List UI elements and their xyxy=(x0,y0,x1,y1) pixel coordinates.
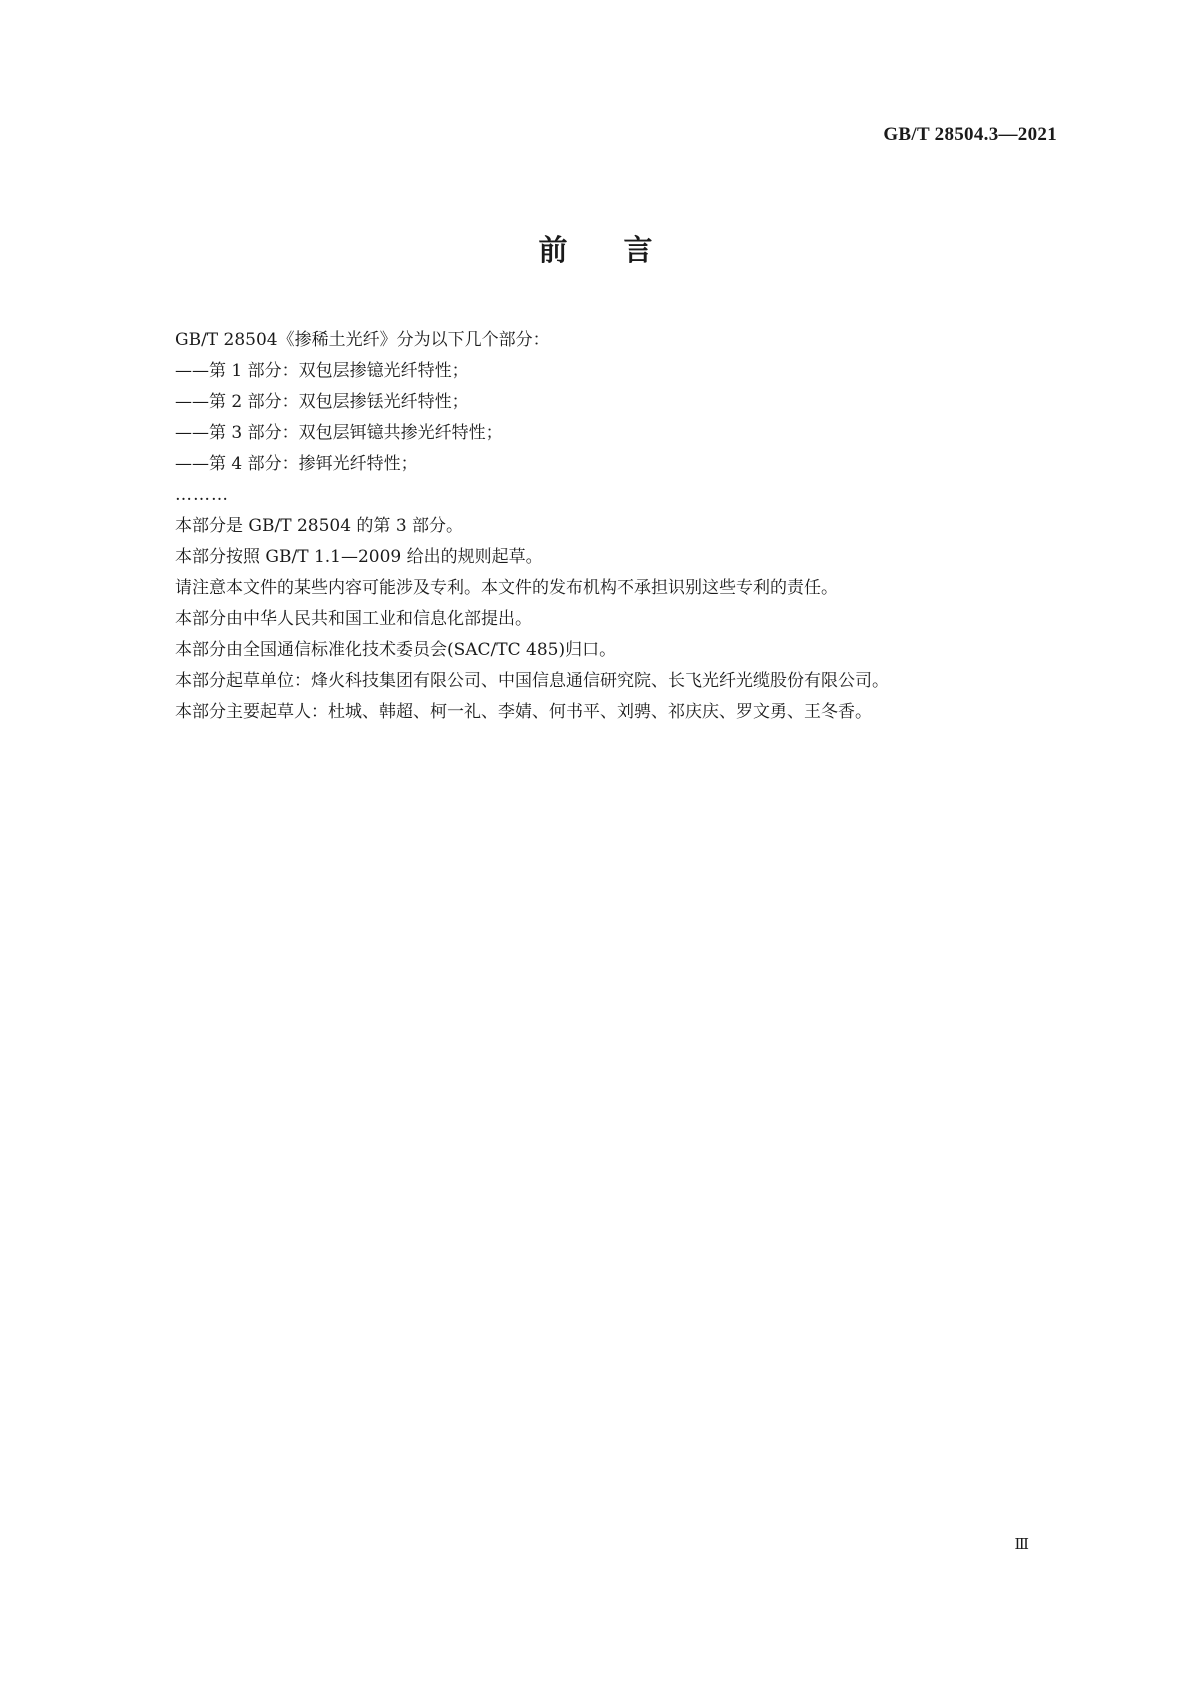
ellipsis: ……… xyxy=(175,485,229,505)
statement-line: 本部分按照 GB/T 1.1—2009 给出的规则起草。 xyxy=(175,547,543,567)
part-item: ——第 3 部分：双包层铒镱共掺光纤特性； xyxy=(175,423,503,443)
statement-line: 请注意本文件的某些内容可能涉及专利。本文件的发布机构不承担识别这些专利的责任。 xyxy=(175,578,838,598)
statement-line: 本部分是 GB/T 28504 的第 3 部分。 xyxy=(175,516,464,536)
standard-code: GB/T 28504.3—2021 xyxy=(883,124,1057,145)
page-title: 前言 xyxy=(538,233,709,267)
statement-line: 本部分由全国通信标准化技术委员会(SAC/TC 485)归口。 xyxy=(175,640,617,660)
page-number: Ⅲ xyxy=(1014,1537,1029,1553)
foreword-body xyxy=(175,325,1055,728)
part-item: ——第 1 部分：双包层掺镱光纤特性； xyxy=(175,361,469,381)
intro-line: GB/T 28504《掺稀土光纤》分为以下几个部分： xyxy=(175,330,550,350)
statement-line: 本部分由中华人民共和国工业和信息化部提出。 xyxy=(175,609,532,629)
part-item: ——第 2 部分：双包层掺铥光纤特性； xyxy=(175,392,469,412)
statement-line: 本部分主要起草人：杜城、韩超、柯一礼、李婧、何书平、刘骋、祁庆庆、罗文勇、王冬香。 xyxy=(175,702,872,722)
statement-line: 本部分起草单位：烽火科技集团有限公司、中国信息通信研究院、长飞光纤光缆股份有限公司。 xyxy=(175,671,889,691)
part-item: ——第 4 部分：掺铒光纤特性； xyxy=(175,454,418,474)
